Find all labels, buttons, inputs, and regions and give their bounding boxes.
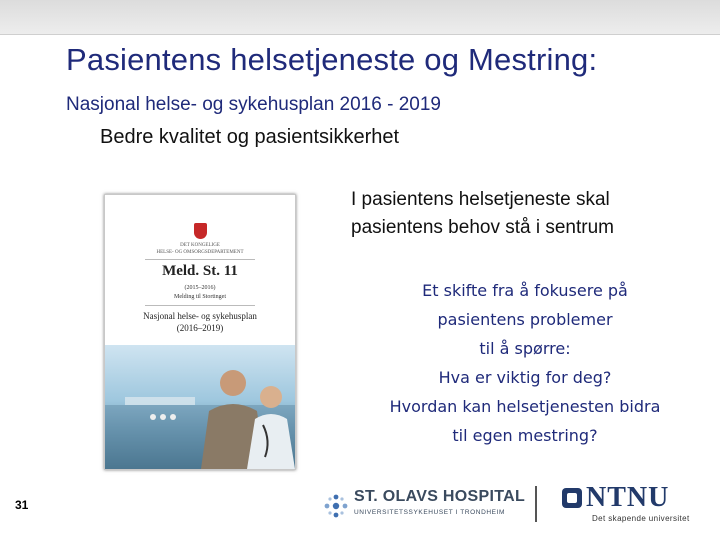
ntnu-mark-icon — [562, 488, 582, 508]
cover-meld-title: Meld. St. 11 — [162, 263, 238, 279]
slide-subtitle: Nasjonal helse- og sykehusplan 2016 - 2019 — [66, 94, 441, 115]
cover-photo-people — [105, 345, 295, 469]
st-olavs-logo — [322, 486, 526, 526]
logo-divider — [535, 486, 537, 522]
cover-dept-line2: HELSE- OG OMSORGSDEPARTEMENT — [156, 250, 244, 255]
question-line: Et skifte fra å fokusere på — [422, 281, 628, 300]
coat-of-arms-icon — [194, 223, 207, 239]
cover-rule — [145, 259, 255, 260]
cover-plan-title-line2: (2016–2019) — [176, 323, 224, 333]
ntnu-name: NTNU — [586, 482, 670, 513]
question-line: Hva er viktig for deg? — [438, 368, 612, 387]
cover-photo — [105, 345, 295, 469]
st-olavs-dots-icon — [322, 494, 350, 518]
question-line: Hvordan kan helsetjenesten bidra — [389, 397, 661, 416]
slide-title: Pasientens helsetjeneste og Mestring: — [66, 42, 598, 77]
cover-plan-title-line1: Nasjonal helse- og sykehusplan — [143, 311, 257, 321]
report-cover-image — [104, 194, 296, 470]
cover-dept-line1: DET KONGELIGE — [180, 243, 220, 248]
top-bar — [0, 0, 720, 35]
cover-rule-2 — [145, 305, 255, 306]
ntnu-tagline: Det skapende universitet — [592, 514, 690, 523]
page-number: 31 — [15, 498, 29, 512]
question-line: til å spørre: — [479, 339, 571, 358]
st-olavs-name: ST. OLAVS HOSPITAL — [354, 488, 526, 505]
question-block — [330, 276, 720, 450]
cover-years-small: (2015–2016) — [184, 285, 216, 291]
ntnu-logo — [562, 484, 712, 528]
slide-subtitle-secondary: Bedre kvalitet og pasientsikkerhet — [100, 126, 400, 148]
question-line: til egen mestring? — [452, 426, 598, 445]
cover-melding: Melding til Stortinget — [174, 294, 226, 300]
statement-text: I pasientens helsetjeneste skal pasientens behov stå i sentrum — [351, 189, 614, 238]
st-olavs-tagline: UNIVERSITETSSYKEHUSET I TRONDHEIM — [354, 509, 506, 516]
question-line: pasientens problemer — [437, 310, 613, 329]
